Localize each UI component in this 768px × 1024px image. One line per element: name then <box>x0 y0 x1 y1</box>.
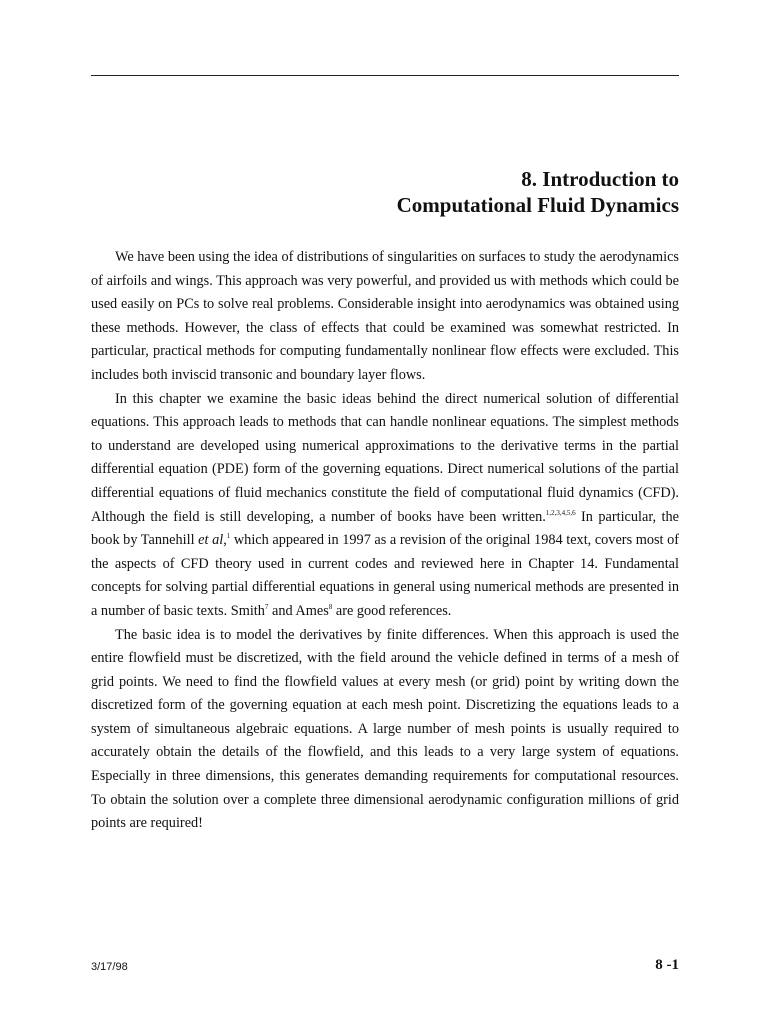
paragraph-2-text-f: are good references. <box>332 602 452 619</box>
paragraph-2 <box>91 388 679 624</box>
paragraph-1: We have been using the idea of distributions of singularities on surfaces to study the aerodynamics of airfoils and wings. This approach was very powerful, and provided us with methods which could be used easily on PCs to solve real problems. Considerable insight into aerodynamics was obtained using these methods. However, the class of effects that could be examined was somewhat restricted. In particular, practical methods for computing fundamentally nonlinear flow effects were excluded. This includes both inviscid transonic and boundary layer flows. <box>91 249 679 383</box>
chapter-title <box>91 166 679 218</box>
footer-date: 3/17/98 <box>91 961 128 973</box>
chapter-title-line-1: 8. Introduction to <box>521 167 679 191</box>
italic-et-al: et al <box>198 532 224 549</box>
paragraph-3: The basic idea is to model the derivatives by finite differences. When this approach is used the entire flowfield must be discretized, with the field around the vehicle defined in terms of a mesh of grid points. We need to find the flowfield values at every mesh (or grid) point by writing down the discretized form of the governing equation at each mesh point. Discretizing the equations leads to a system of simultaneous algebraic equations. A large number of mesh points is usually required to accurately obtain the details of the flowfield, and this leads to a very large system of equations. Especially in three dimensions, this generates demanding requirements for computational resources. To obtain the solution over a complete three dimensional aerodynamic configuration millions of grid points are required! <box>91 626 679 832</box>
reference-superscript: 8 <box>328 602 333 611</box>
paragraph-2-text-b: In particular, the book by Tannehill <box>91 508 679 549</box>
paragraph-2-text-c: , <box>223 532 227 549</box>
footer-page-number: 8 -1 <box>655 957 679 973</box>
reference-superscript: 1 <box>226 532 231 541</box>
header-rule <box>91 75 679 76</box>
paragraph-2-text-d: which appeared in 1997 as a revision of the original 1984 text, covers most of the aspects of CFD theory used in current codes and reviewed here in Chapter 14. Fundamental concepts for solving partial differential equations in general using numerical methods are presented in a number of basic texts. Smith <box>91 532 680 619</box>
body-text <box>91 246 679 836</box>
paragraph-2-text-a: In this chapter we examine the basic ideas behind the direct numerical solution of differential equations. This approach leads to methods that can handle nonlinear equations. The simplest methods to understand are developed using numerical approximations to the derivative terms in the partial differential equation (PDE) form of the governing equations. Direct numerical solutions of the partial differential equations of fluid mechanics constitute the field of computational fluid dynamics (CFD). Although the field is still developing, a number of books have been written. <box>91 390 679 525</box>
paragraph-2-text-e: and Ames <box>268 602 329 619</box>
reference-superscript: 1,2,3,4,5,6 <box>545 508 576 517</box>
reference-superscript: 7 <box>264 602 269 611</box>
chapter-title-line-2: Computational Fluid Dynamics <box>396 193 679 217</box>
